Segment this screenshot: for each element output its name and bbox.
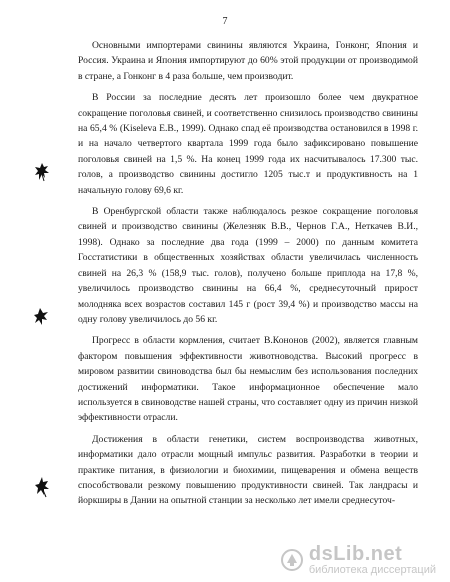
paragraph-1: Основными импортерами свинины являются Украина, Гонконг, Япония и Россия. Украина и Япония импортируют до 60% этой продукции от производимой в стране, а Гонконг в 4 раза больше, чем производит. [78, 40, 418, 82]
watermark-logo-icon [280, 548, 304, 572]
page-number: 7 [222, 16, 228, 27]
watermark-brand: dsLib.net [308, 543, 403, 565]
paragraph-5: Достижения в области генетики, систем воспроизводства животных, информатики дало отрасли мощный импульс развития. Разработки в теории и практике питания, в физиологии и биохимии, пищеварения и обмена веществ способствовали резкому повышению продуктивности свиней. Так ландрасы и йоркширы в Дании на опытной станции за несколько лет имели среднесуточ- [78, 433, 418, 507]
ink-blot-2 [33, 307, 49, 327]
paragraph-4: Прогресс в области кормления, считает В.Кононов (2002), является главным фактором повышения эффективности животноводства. Высокий прогресс в мировом развитии свиноводства был бы немыслим без использования последних достижений информатики. Такое информационное обеспечение мало используется в свиноводстве нашей страны, что составляет одну из причин низкой эффективности отрасли. [78, 335, 418, 424]
body-text [78, 38, 418, 515]
watermark [280, 544, 436, 576]
ink-blot-3 [34, 476, 50, 498]
watermark-subtitle: библиотека диссертаций [308, 564, 436, 576]
ink-blot-1 [34, 162, 50, 182]
paragraph-2: В России за последние десять лет произошло более чем двукратное сокращение поголовья свиней, и соответственно снизилось производство свинины на 65,4 % (Kiseleva E.B., 1999). Однако спад её производства остановился в 1998 г. и на начало четвертого квартала 1999 года было зафиксировано повышение поголовья свиней на 1,5 %. На конец 1999 года их насчитывалось 17.300 тыс. голов, а производство свинины достигло 1205 тыс.т и продуктивность на 1 начальную голову 69,6 кг. [78, 92, 418, 196]
paragraph-3: В Оренбургской области также наблюдалось резкое сокращение поголовья свиней и производство свинины (Железняк В.В., Чернов Г.А., Неткачев В.И., 1998). Однако за последние два года (1999 – 2000) по данным комитета Госстатистики в общественных хозяйствах области увеличилась численность свиней на 26,3 % (158,9 тыс. голов), получено больше приплода на 17,8 %, увеличилось производство свинины на 66,4 %, среднесуточный прирост молодняка всех возрастов составил 145 г (рост 39,4 %) и производство массы на одну голову увеличилось до 56 кг. [78, 206, 418, 325]
